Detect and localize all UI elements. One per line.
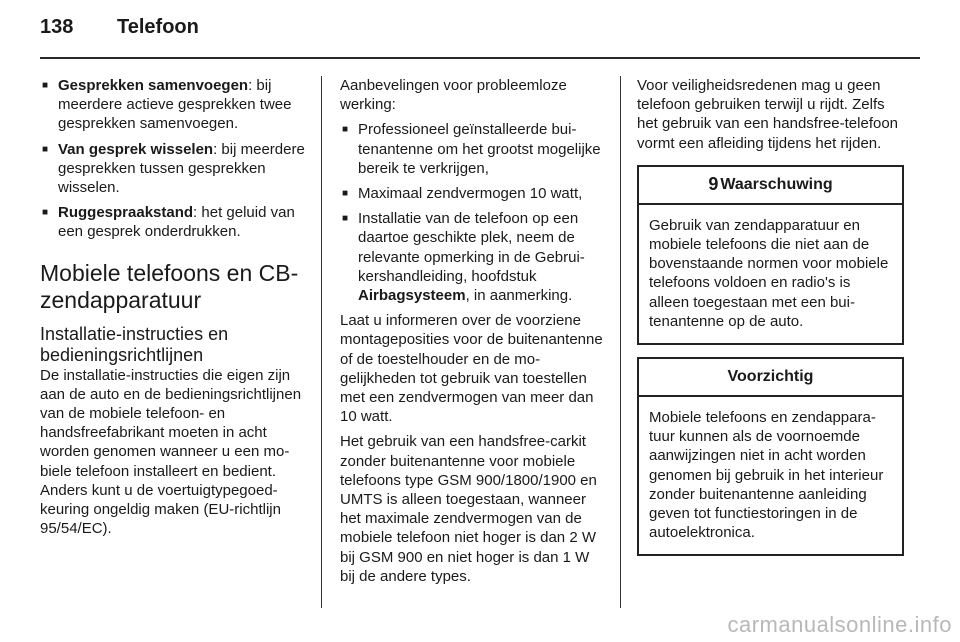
bullet-text: Maximaal zendvermogen 10 watt, [358,185,583,203]
bullet-term: Van gesprek wisselen [58,140,214,158]
page-header [40,16,920,48]
column-left [40,76,312,544]
bullet-text: : bij meerdere gesprekken tussen gesprekken wisselen. [58,140,305,197]
list-item [340,209,604,305]
body-paragraph: Het gebruik van een handsfree-carkit zonder buitenantenne voor mobiele telefoons type GSM 900/1800/1900 en UMTS is alleen toegestaan, wanneer het maximale zendvermogen van de mobiele telefoon niet hoger is dan 2 W bij GSM 900 en niet hoger is dan 1 W bij de andere types. [340,433,597,585]
column-middle [340,76,604,592]
warning-icon: 9 [708,174,719,195]
page-title: Telefoon [117,16,199,38]
warning-text: Gebruik van zendapparatuur en mobiele telefoons die niet aan de bovenstaande normen voor mobiele telefoons voldoen en radio's is alleen toegestaan met een buitenantenne op de auto. [649,216,889,330]
body-paragraph: Laat u informeren over de voorziene montageposities voor de buitenantenne of de toestelhouder en de mogelijkheden tot gebruik van toestellen met een zendvermogen van meer dan 10 watt. [340,312,603,426]
warning-header [639,167,902,205]
intro-paragraph: Aanbevelingen voor probleemloze werking: [340,77,567,114]
bullet-text: Installatie van de telefoon op een daartoe geschikte plek, neem de relevante opmerking in de Gebruikershandleiding, hoofdstuk [358,210,585,285]
caution-title: Voorzichtig [727,368,814,386]
section-heading: Mobiele telefoons en CB-zendapparatuur [40,259,299,313]
bullet-tail: , in aanmerking. [465,287,573,305]
header-rule [40,57,920,59]
warning-box [637,165,904,345]
caution-header [639,359,902,397]
bullet-text: Professioneel geïnstalleerde buitenantenne om het grootst mogelijke bereik te verkrijgen, [358,121,601,177]
column-divider [620,76,621,608]
list-item [340,184,604,203]
list-item [40,203,312,241]
list-item [40,76,312,134]
watermark: carmanualsonline.info [727,612,952,637]
column-divider [321,76,322,608]
column-right [637,76,904,556]
bullet-term: Airbagsysteem [358,287,466,305]
intro-paragraph: Voor veiligheidsredenen mag u geen telefoon gebruiken terwijl u rijdt. Zelfs het gebruik van een handsfree-telefoon vormt een afleiding tijdens het rijden. [637,77,899,152]
body-paragraph: De installatie-instructies die eigen zijn aan de auto en de bedieningsrichtlijnen van de mobiele telefoon- en handsfreefabrikant moeten in acht worden genomen wanneer u een mobiele telefoon installeert en bedient. Anders kunt u de voertuigtypegoedkeuring ongeldig maken (EU-richtlijn 95/54/EC). [40,366,302,538]
subsection-heading: Installatie-instructies en bedieningsrichtlijnen [40,323,229,365]
warning-title: Waarschuwing [720,176,833,194]
list-item [40,140,312,198]
bullet-term: Gesprekken samenvoegen [58,77,249,94]
bullet-term: Ruggespraakstand [58,204,194,222]
page-number: 138 [40,16,74,38]
bullet-text: : het geluid van een gesprek onderdrukken. [58,204,295,241]
bullet-text: : bij meerdere actieve gesprekken twee gesprekken samenvoegen. [58,77,292,133]
caution-box [637,357,904,556]
caution-text: Mobiele telefoons en zendapparatuur kunnen als de voornoemde aanwijzingen niet in acht worden genomen bij gebruik in het interieur zonder buitenantenne aanleiding geven tot functiestoringen in de autoelektronica. [649,409,884,542]
list-item [340,120,604,178]
